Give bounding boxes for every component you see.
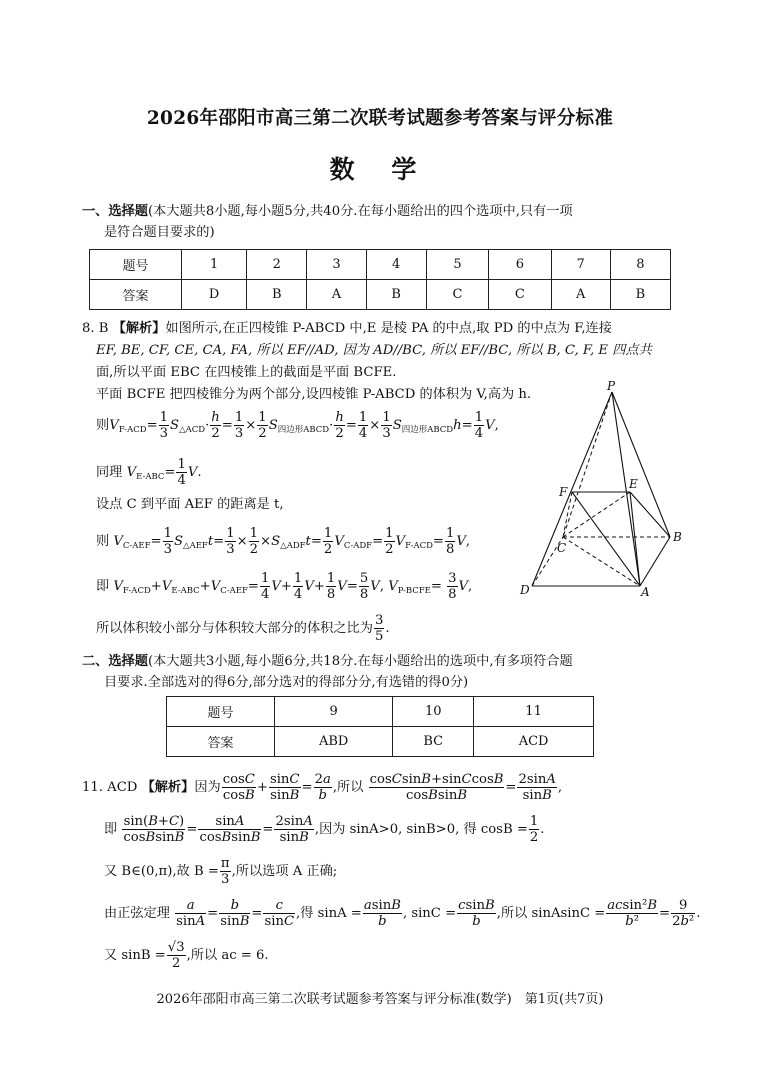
q11-text: 由正弦定理 <box>104 906 170 921</box>
q11-text: , sinC = <box>402 906 457 921</box>
q11-text: ,所以 sinAsinC = <box>496 906 606 921</box>
table-row <box>167 697 594 727</box>
q8-line4: 平面 BCFE 把四棱锥分为两个部分,设四棱锥 P-ABCD 的体积为 V,高为 h. <box>96 387 532 402</box>
pyramid-figure <box>510 380 700 600</box>
q11-text: ,所以 <box>332 780 364 795</box>
table-cell: 11 <box>474 697 594 727</box>
q8-line1 <box>82 320 612 338</box>
table-cell: C <box>426 280 488 310</box>
q11-label: 11. ACD <box>82 780 138 795</box>
table-cell: B <box>247 280 307 310</box>
q11-line4: 由正弦定理 $\frac{a}{\sin A}$ = $\frac{b}{\sin B}$ = $\frac{c}{\sin C}$ ,得 sinA = $\frac{asinB}{b}$ , sinC = $\frac{csinB}{b}$ ,所以 sinAsinC = $\frac{\text{acsin²B}}{\text{b²}}$ = $\frac{9}{\text{2b²}}$ . <box>104 898 701 929</box>
row-label-question: 题号 <box>90 250 182 280</box>
section2-heading: 二、选择题 <box>82 654 148 669</box>
q11-text: ,所以选项 A 正确; <box>231 864 338 879</box>
q11-text: . <box>696 906 701 921</box>
section1-desc-cont: 是符合题目要求的) <box>104 225 215 240</box>
row-label-answer: 答案 <box>90 280 182 310</box>
table-cell: B <box>610 280 670 310</box>
section1-line1 <box>82 203 573 221</box>
page-footer: 2026年邵阳市高三第二次联考试题参考答案与评分标准(数学) 第1页(共7页) <box>156 992 604 1007</box>
q11-text: ,所以 ac = 6. <box>186 948 269 963</box>
point-label-c: C <box>557 541 567 555</box>
point-label-a: A <box>641 585 650 599</box>
table-row <box>90 250 671 280</box>
formula-prefix: 同理 <box>96 465 123 480</box>
q11-text: 即 <box>104 822 118 837</box>
row-label-answer: 答案 <box>167 727 275 757</box>
q11-text: ,因为 sinA>0, sinB>0, 得 cosB = <box>314 822 528 837</box>
section2-line1 <box>82 653 573 671</box>
table-cell: 4 <box>366 250 426 280</box>
q8-formula-1: 则$V_{F-ACD}=$ $\frac{1}{3}$ $S_{\triangle ACD}\cdot$ $\frac{h}{2}$ = $\frac{1}{3}$ × $\frac{1}{2}$ $S_{四边形ABCD}\cdot$ $\frac{h}{2}$ = $\frac{1}{4}$ × $\frac{1}{3}$ $S_{四边形ABCD}h=$ $\frac{1}{4}$ V, <box>96 410 499 441</box>
conclusion-text: 所以体积较小部分与体积较大部分的体积之比为 <box>96 621 373 636</box>
q8-text: 如图所示,在正四棱锥 P-ABCD 中,E 是棱 PA 的中点,取 PD 的中点为 F,连接 <box>165 321 612 336</box>
section1-desc: (本大题共8小题,每小题5分,共40分.在每小题给出的四个选项中,只有一项 <box>147 204 573 219</box>
q11-text: ,得 sinA = <box>296 906 362 921</box>
table-cell: 9 <box>275 697 393 727</box>
formula-prefix: 则 <box>96 418 110 433</box>
section2-desc-cont: 目要求.全部选对的得6分,部分选对的得部分分,有选错的得0分) <box>104 675 469 690</box>
table-row <box>90 280 671 310</box>
table-cell: 7 <box>551 250 610 280</box>
q11-line5: 又 sinB = $\frac{√3}{2}$ ,所以 ac = 6. <box>104 940 269 971</box>
q11-text: 又 sinB = <box>104 948 166 963</box>
q11-text: . <box>540 822 545 837</box>
ratio-end: . <box>385 621 390 636</box>
ratio-num: 3 <box>374 613 384 628</box>
answer-table-2 <box>166 696 594 757</box>
table-cell: 1 <box>182 250 247 280</box>
point-label-f: F <box>559 485 568 499</box>
q11-line2: 即 $\frac{\sin(B+C)}{\text{cosBsinB}}$ = $\frac{\sin A}{\text{cosBsinB}}$ = $\frac{2\sin A}{\sin B}$ ,因为 sinA>0, sinB>0, 得 cosB = $\frac{1}{2}$ . <box>104 814 545 845</box>
table-cell: BC <box>393 727 474 757</box>
q11-tag: 【解析】 <box>141 780 195 795</box>
q8-tag: 【解析】 <box>112 321 166 336</box>
q8-line2: EF, BE, CF, CE, CA, FA, 所以 EF//AD, 因为 AD//BC, 所以 EF//BC, 所以 B, C, F, E 四点共 <box>96 343 652 358</box>
table-cell: ACD <box>474 727 594 757</box>
section2-desc: (本大题共3小题,每小题6分,共18分.在每小题给出的选项中,有多项符合题 <box>147 654 573 669</box>
row-label-question: 题号 <box>167 697 275 727</box>
q8-formula-2: 同理 $V_{E-ABC}=$ $\frac{1}{4}$ V. <box>96 457 202 488</box>
page-title: 2026年邵阳市高三第二次联考试题参考答案与评分标准 <box>146 108 614 129</box>
table-cell: 6 <box>489 250 551 280</box>
table-cell: A <box>551 280 610 310</box>
table-cell: C <box>489 280 551 310</box>
section1-heading: 一、选择题 <box>82 204 148 219</box>
q8-line3: 面,所以平面 EBC 在四棱锥上的截面是平面 BCFE. <box>96 365 397 380</box>
table-cell: 5 <box>426 250 488 280</box>
q8-formula-3: 则 $V_{C-AEF}=$ $\frac{1}{3}$ $S_{\triangle AEF}t=$ $\frac{1}{3}$ × $\frac{1}{2}$ $\times S_{\triangle ADF}t=$ $\frac{1}{2}$ $V_{C-ADF}=$ $\frac{1}{2}$ $V_{F-ACD}=$ $\frac{1}{8}$ V, <box>96 526 471 557</box>
q8-label: 8. B <box>82 321 109 336</box>
table-cell: D <box>182 280 247 310</box>
table-cell: ABD <box>275 727 393 757</box>
table-row <box>167 727 594 757</box>
formula-prefix: 即 <box>96 579 110 594</box>
ratio-den: 5 <box>374 629 384 644</box>
table-cell: B <box>366 280 426 310</box>
subject-title: 数 学 <box>329 155 431 184</box>
q11-line3: 又 B∈(0,π),故 B = $\frac{\pi}{3}$ ,所以选项 A 正确; <box>104 856 338 887</box>
table-cell: 8 <box>610 250 670 280</box>
point-label-d: D <box>520 583 530 597</box>
q11-line1: 11. ACD 【解析】因为 $\frac{\cos C}{\cos B}$ + $\frac{\sin C}{\sin B}$ = $\frac{2a}{b}$ ,所以 $\frac{\text{cosCsinB+sinCcosB}}{\text{cosBsinB}}$ = $\frac{2\sin A}{\sin B}$ , <box>82 772 563 803</box>
q11-text: 又 B∈(0,π),故 B = <box>104 864 219 879</box>
q8-conclusion <box>96 613 390 644</box>
q8-formula-4: 即 $V_{F-ACD}+V_{E-ABC}+V_{C-AEF}=$ $\frac{1}{4}$ V+ $\frac{1}{4}$ V+ $\frac{1}{8}$ V= $\frac{5}{8}$ V, $V_{P-BCFE}=$ $\frac{3}{8}$ V, <box>96 571 473 602</box>
formula-prefix: 则 <box>96 534 110 549</box>
point-label-p: P <box>607 380 616 393</box>
table-cell: 3 <box>307 250 366 280</box>
table-cell: 10 <box>393 697 474 727</box>
q8-line7: 设点 C 到平面 AEF 的距离是 t, <box>96 497 284 512</box>
q11-text: 因为 <box>194 780 221 795</box>
answer-table-1 <box>89 249 671 310</box>
point-label-b: B <box>673 530 682 544</box>
table-cell: A <box>307 280 366 310</box>
table-cell: 2 <box>247 250 307 280</box>
point-label-e: E <box>629 477 638 491</box>
